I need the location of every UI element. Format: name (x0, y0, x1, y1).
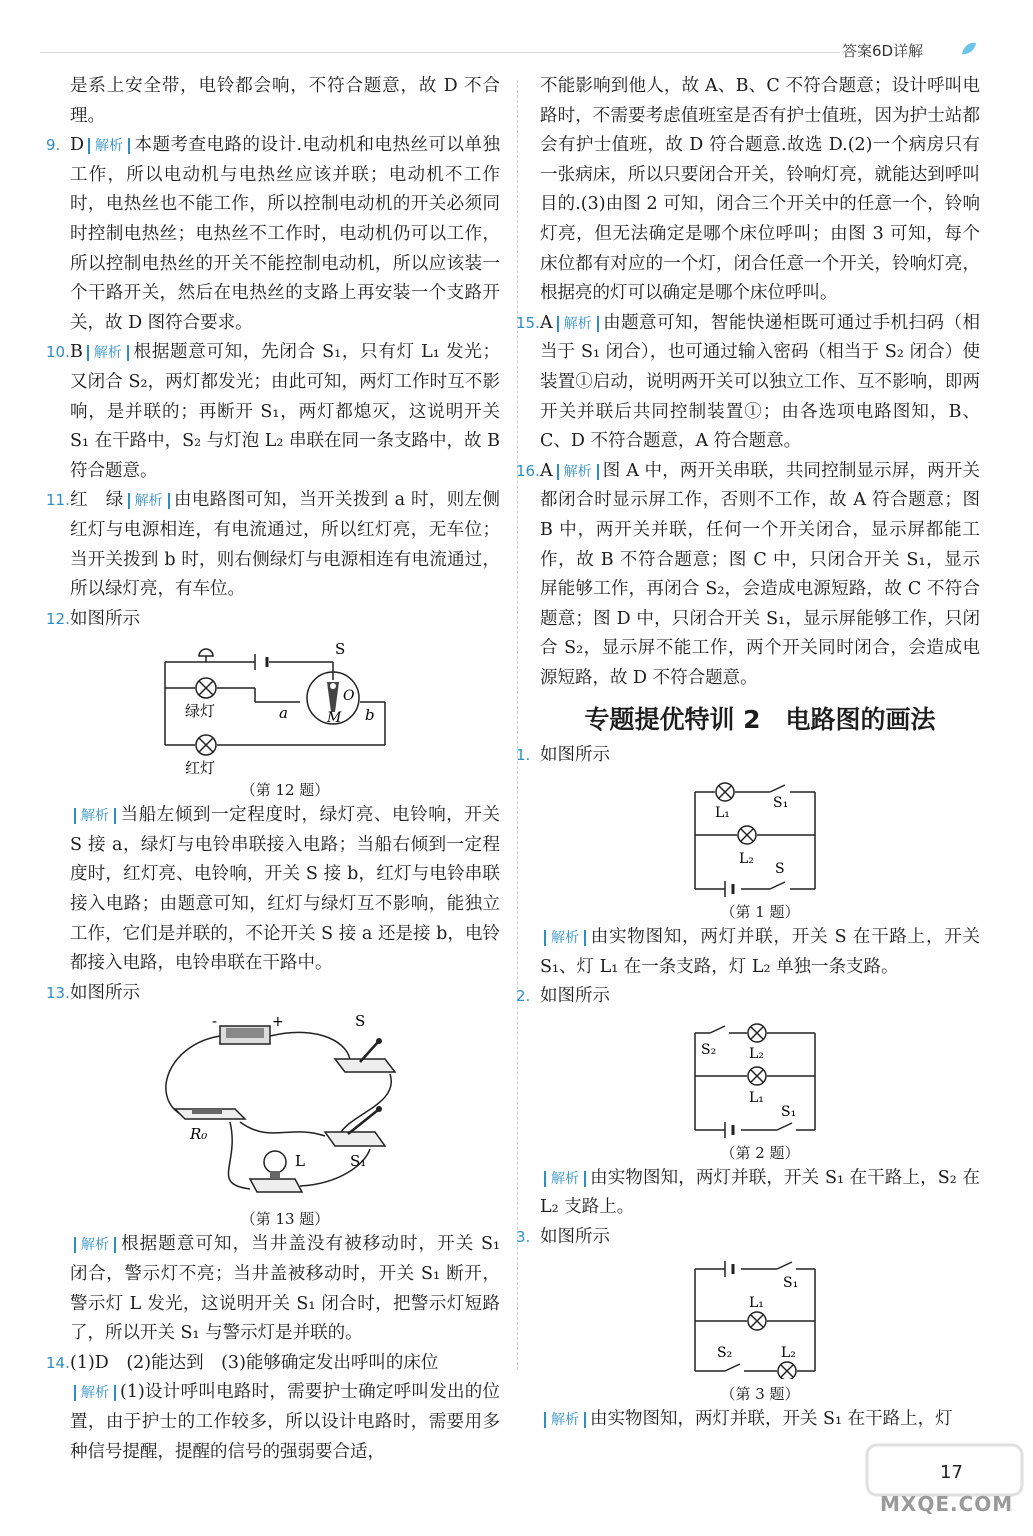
analysis-text: 由实物图知，两灯并联，开关 S₁ 在干路上，灯 (590, 1408, 953, 1429)
leaf-icon (960, 40, 978, 58)
column-divider (517, 80, 518, 1370)
label-S2: S₂ (701, 1041, 717, 1058)
label-L1: L₁ (749, 1294, 764, 1311)
question-number: 1. (516, 746, 531, 765)
watermark-logo (862, 1440, 1027, 1530)
answer: B (70, 342, 83, 363)
label-L2: L₂ (739, 851, 754, 868)
analysis-text: 由题意可知，智能快递柜既可通过手机扫码（相当于 S₁ 闭合），也可通过输入密码（相当于 S₂ 闭合）使装置①启动，说明两开关可以独立工作、互不影响，即两开关并联后共同控制装置①；由各选项电路图知，B、C、D 不符合题意，A 符合题意。 (540, 312, 980, 452)
analysis-tag: 解析 (74, 1385, 116, 1401)
header-title: 答案6D详解 (842, 42, 924, 60)
analysis-tag: 解析 (544, 1412, 586, 1428)
section-title: 专题提优特训 2 电路图的画法 (584, 705, 936, 735)
figure-caption: （第 13 题） (240, 1210, 330, 1229)
exercise-3 (516, 1223, 980, 1434)
figure-caption: （第 3 题） (720, 1384, 800, 1403)
analysis-text: 由电路图可知，当开关拨到 a 时，则左侧红灯与电源相连，有电流通过，所以红灯亮，无车位；当开关拨到 b 时，则右侧绿灯与电源相连有电流通过，所以绿灯亮，有车位。 (70, 490, 501, 600)
analysis-text: 图 A 中，两开关串联，共同控制显示屏，两开关都闭合时显示屏工作，否则不工作，故 A 符合题意；图 B 中，两开关并联，任何一个开关闭合，显示屏都能工作，故 B 不符合题意；图 C 中，只闭合开关 S₁，显示屏能够工作，再闭合 S₂，会造成电源短路，故 C 不符合题意；图 D 中，只闭合开关 S₁，显示屏能够工作，只闭合 S₂，显示屏不能工作，两个开关同时闭合，会造成电源短路，故 D 不符合题意。 (540, 460, 980, 688)
analysis-text: 由实物图知，两灯并联，开关 S 在干路上，开关 S₁、灯 L₁ 在一条支路，灯 L₂ 单独一条支路。 (540, 927, 980, 977)
analysis-text: 由实物图知，两灯并联，开关 S₁ 在干路上，S₂ 在 L₂ 支路上。 (540, 1167, 980, 1218)
left-column (46, 72, 501, 1467)
analysis-tag: 解析 (128, 493, 170, 509)
question-number: 16. (516, 461, 540, 480)
label-L2: L₂ (749, 1045, 764, 1062)
label-red-lamp: 红灯 (185, 759, 216, 776)
answer: 如图所示 (540, 986, 610, 1007)
answer: 如图所示 (70, 982, 140, 1003)
question-16 (516, 457, 980, 694)
analysis-tag: 解析 (74, 1237, 116, 1253)
exercise-2 (516, 982, 980, 1223)
label-L2: L₂ (781, 1344, 796, 1361)
analysis-tag: 解析 (74, 808, 116, 824)
figure-3-circuit (685, 1259, 835, 1379)
question-14 (46, 1349, 500, 1467)
answer: (1)D (2)能达到 (3)能够确定发出呼叫的床位 (70, 1352, 439, 1373)
question-number: 15. (516, 313, 540, 332)
right-column (516, 72, 980, 1434)
question-15 (516, 309, 980, 457)
analysis-tag: 解析 (544, 930, 586, 946)
answer: 如图所示 (70, 608, 140, 629)
label-b: b (365, 706, 375, 725)
label-L: L (295, 1152, 305, 1171)
watermark-text: MXQE.COM (880, 1492, 1014, 1516)
answer: A (540, 312, 553, 333)
question-12 (46, 605, 500, 979)
label-minus: - (212, 1014, 218, 1031)
answer: 红 绿 (70, 490, 124, 511)
label-R0: R₀ (190, 1125, 208, 1144)
question-number: 13. (46, 983, 70, 1002)
exercise-1 (516, 741, 980, 982)
analysis-text: (1)设计呼叫电路时，需要护士确定呼叫发出的位置，由于护士的工作较多，所以设计电路时，需要用多种信号提醒，提醒的信号的强弱要合适， (70, 1382, 500, 1462)
analysis-tag: 解析 (88, 138, 130, 154)
label-green-lamp: 绿灯 (185, 702, 216, 721)
analysis-tag: 解析 (557, 464, 599, 480)
label-L1: L₁ (749, 1089, 764, 1106)
question-number: 2. (516, 987, 531, 1006)
analysis-text: 根据题意可知，当井盖没有被移动时，开关 S₁ 闭合，警示灯不亮；当井盖被移动时，开关 S₁ 断开，警示灯 L 发光，这说明开关 S₁ 闭合时，把警示灯短路了，所以开关 S₁ 与警示灯是并联的。 (70, 1234, 500, 1344)
analysis-text: 当船左倾到一定程度时，绿灯亮、电铃响，开关 S 接 a，绿灯与电铃串联接入电路；当船右倾到一定程度时，红灯亮、电铃响，开关 S 接 b，红灯与电铃串联接入电路；由题意可知，红灯与绿灯互不影响，能独立工作，它们是并联的，不论开关 S 接 a 还是接 b，电铃都接入电路，电铃串联在干路中。 (70, 805, 500, 974)
question-number: 11. (46, 491, 70, 510)
question-number: 10. (46, 343, 70, 362)
label-M: M (327, 710, 342, 727)
label-plus: + (272, 1014, 284, 1031)
label-S1: S₁ (350, 1152, 367, 1171)
label-a: a (279, 704, 288, 723)
question-13 (46, 979, 500, 1349)
figure-caption: （第 1 题） (720, 903, 800, 922)
answer: 如图所示 (540, 1227, 610, 1248)
header-rule (40, 52, 840, 53)
page-number: 17 (940, 1462, 963, 1483)
answer: 如图所示 (540, 745, 610, 766)
continued-paragraph: 不能影响到他人，故 A、B、C 不符合题意；设计呼叫电路时，不需要考虑值班室是否有护士值班，因为护士站都会有护士值班，故 D 符合题意.故选 D.(2)一个病房只有一张病床，所以只要闭合开关，铃响灯亮，就能达到呼叫目的.(3)由图 2 可知，闭合三个开关中的任意一个，铃响灯亮，但无法确定是哪个床位呼叫；由图 3 可知，每个床位都有对应的一个灯，闭合任意一个开关，铃响灯亮，根据亮的灯可以确定是哪个床位呼叫。 (540, 76, 980, 304)
label-S: S (335, 640, 346, 659)
label-S2: S₂ (717, 1344, 733, 1361)
label-S1: S₁ (783, 1274, 799, 1291)
analysis-text: 本题考查电路的设计.电动机和电热丝可以单独工作，所以电动机与电热丝应该并联；电动机不工作时，电热丝也不能工作，所以控制电动机的开关必须同时控制电热丝；电热丝不工作时，电动机仍可以工作，所以控制电热丝的开关不能控制电动机，所以应该装一个干路开关，然后在电热丝的支路上再安装一个支路开关，故 D 图符合要求。 (70, 135, 500, 333)
question-number: 14. (46, 1353, 70, 1372)
analysis-tag: 解析 (87, 345, 129, 361)
analysis-tag: 解析 (544, 1171, 586, 1187)
figure-1-circuit (685, 777, 835, 897)
question-9 (46, 131, 500, 338)
figure-13-physical-circuit (150, 1014, 420, 1204)
question-number: 9. (46, 136, 61, 155)
label-S: S (775, 861, 785, 878)
question-10 (46, 338, 500, 486)
figure-12-circuit (155, 640, 415, 775)
question-number: 12. (46, 609, 70, 628)
answer: D (70, 135, 85, 156)
label-S: S (355, 1014, 366, 1031)
analysis-tag: 解析 (557, 316, 599, 332)
continued-paragraph: 是系上安全带，电铃都会响，不符合题意，故 D 不合理。 (70, 76, 500, 126)
label-S1: S₁ (773, 795, 789, 812)
figure-2-circuit (685, 1018, 835, 1138)
analysis-text: 根据题意可知，先闭合 S₁，只有灯 L₁ 发光；又闭合 S₂，两灯都发光；由此可知，两灯工作时互不影响，是并联的；再断开 S₁，两灯都熄灭，这说明开关 S₁ 在干路中，S₂ 与灯泡 L₂ 串联在同一条支路中，故 B 符合题意。 (70, 342, 500, 481)
answer: A (540, 460, 553, 481)
label-O: O (343, 688, 355, 705)
label-L1: L₁ (715, 805, 730, 822)
figure-caption: （第 12 题） (240, 781, 330, 800)
question-11 (46, 486, 501, 604)
label-S1: S₁ (781, 1103, 797, 1120)
figure-caption: （第 2 题） (720, 1143, 800, 1162)
question-number: 3. (516, 1228, 531, 1247)
